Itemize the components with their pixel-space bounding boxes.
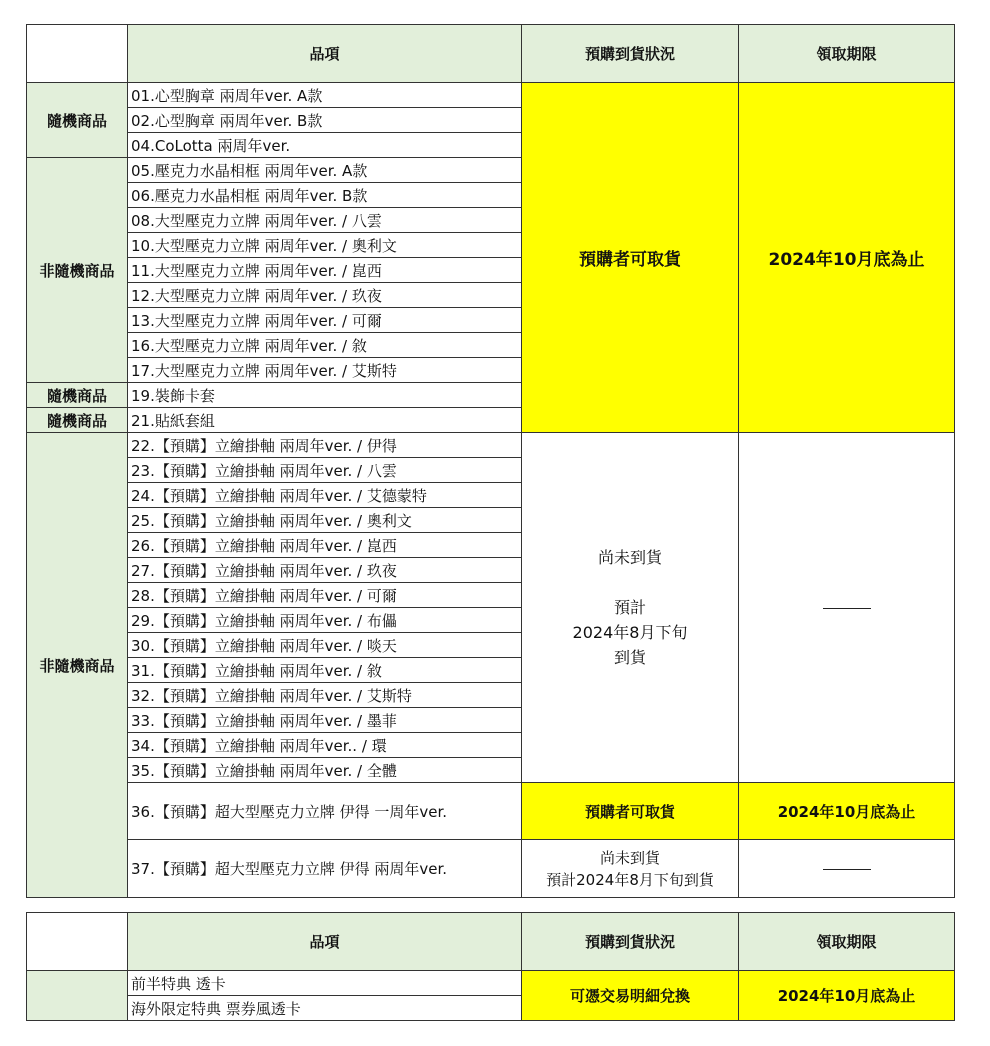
item-cell: 26.【預購】立繪掛軸 兩周年ver. / 崑西 [128, 533, 522, 558]
item-cell: 27.【預購】立繪掛軸 兩周年ver. / 玖夜 [128, 558, 522, 583]
status-line: 預計2024年8月下旬到貨 [546, 870, 714, 889]
status-not-arrived [522, 840, 739, 898]
header-item: 品項 [128, 913, 522, 971]
item-cell: 24.【預購】立繪掛軸 兩周年ver. / 艾德蒙特 [128, 483, 522, 508]
bonus-table [26, 912, 955, 1021]
item-cell: 05.壓克力水晶相框 兩周年ver. A款 [128, 158, 522, 183]
item-cell: 30.【預購】立繪掛軸 兩周年ver. / 啖天 [128, 633, 522, 658]
status-not-arrived [522, 433, 739, 783]
status-line: 尚未到貨 [597, 548, 662, 567]
header-status: 預購到貨狀況 [522, 25, 739, 83]
item-cell: 28.【預購】立繪掛軸 兩周年ver. / 可爾 [128, 583, 522, 608]
deadline-main: 2024年10月底為止 [739, 83, 955, 433]
item-cell: 前半特典 透卡 [128, 971, 522, 996]
category-random: 隨機商品 [27, 83, 128, 158]
item-cell: 22.【預購】立繪掛軸 兩周年ver. / 伊得 [128, 433, 522, 458]
item-cell: 21.貼紙套組 [128, 408, 522, 433]
category-nonrandom: 非隨機商品 [27, 433, 128, 898]
item-cell: 37.【預購】超大型壓克力立牌 伊得 兩周年ver. [128, 840, 522, 898]
category-nonrandom: 非隨機商品 [27, 158, 128, 383]
status-line: 2024年8月下旬 [572, 623, 688, 642]
item-cell: 31.【預購】立繪掛軸 兩周年ver. / 敘 [128, 658, 522, 683]
header-corner [27, 913, 128, 971]
status-line: 到貨 [613, 648, 646, 667]
item-cell: 25.【預購】立繪掛軸 兩周年ver. / 奧利文 [128, 508, 522, 533]
header-deadline: 領取期限 [739, 25, 955, 83]
item-cell: 海外限定特典 票券風透卡 [128, 996, 522, 1021]
deadline-none [739, 433, 955, 783]
status-line: 尚未到貨 [599, 848, 660, 867]
item-cell: 01.心型胸章 兩周年ver. A款 [128, 83, 522, 108]
item-cell: 02.心型胸章 兩周年ver. B款 [128, 108, 522, 133]
item-cell: 06.壓克力水晶相框 兩周年ver. B款 [128, 183, 522, 208]
header-corner [27, 25, 128, 83]
item-cell: 36.【預購】超大型壓克力立牌 伊得 一周年ver. [128, 783, 522, 840]
item-cell: 16.大型壓克力立牌 兩周年ver. / 敘 [128, 333, 522, 358]
header-status: 預購到貨狀況 [522, 913, 739, 971]
status-available: 預購者可取貨 [522, 83, 739, 433]
category-empty [27, 971, 128, 1021]
status-available: 預購者可取貨 [522, 783, 739, 840]
deadline-cell: 2024年10月底為止 [739, 971, 955, 1021]
item-cell: 34.【預購】立繪掛軸 兩周年ver.. / 環 [128, 733, 522, 758]
table-row [27, 83, 955, 108]
table-row [27, 783, 955, 840]
dash-mark [823, 608, 871, 609]
item-cell: 19.裝飾卡套 [128, 383, 522, 408]
status-exchange: 可憑交易明細兌換 [522, 971, 739, 1021]
item-cell: 12.大型壓克力立牌 兩周年ver. / 玖夜 [128, 283, 522, 308]
item-cell: 32.【預購】立繪掛軸 兩周年ver. / 艾斯特 [128, 683, 522, 708]
item-cell: 35.【預購】立繪掛軸 兩周年ver. / 全體 [128, 758, 522, 783]
header-item: 品項 [128, 25, 522, 83]
item-cell: 13.大型壓克力立牌 兩周年ver. / 可爾 [128, 308, 522, 333]
item-cell: 23.【預購】立繪掛軸 兩周年ver. / 八雲 [128, 458, 522, 483]
table-row [27, 971, 955, 996]
item-cell: 08.大型壓克力立牌 兩周年ver. / 八雲 [128, 208, 522, 233]
item-cell: 11.大型壓克力立牌 兩周年ver. / 崑西 [128, 258, 522, 283]
item-cell: 10.大型壓克力立牌 兩周年ver. / 奧利文 [128, 233, 522, 258]
category-random: 隨機商品 [27, 383, 128, 408]
category-random: 隨機商品 [27, 408, 128, 433]
table-row [27, 840, 955, 898]
table-row [27, 433, 955, 458]
item-cell: 33.【預購】立繪掛軸 兩周年ver. / 墨菲 [128, 708, 522, 733]
dash-mark [823, 869, 871, 870]
deadline-cell: 2024年10月底為止 [739, 783, 955, 840]
table-header-row [27, 913, 955, 971]
deadline-none [739, 840, 955, 898]
item-cell: 17.大型壓克力立牌 兩周年ver. / 艾斯特 [128, 358, 522, 383]
item-cell: 04.CoLotta 兩周年ver. [128, 133, 522, 158]
pickup-status-table [26, 24, 955, 898]
header-deadline: 領取期限 [739, 913, 955, 971]
item-cell: 29.【預購】立繪掛軸 兩周年ver. / 布儡 [128, 608, 522, 633]
status-line: 預計 [613, 598, 646, 617]
table-header-row [27, 25, 955, 83]
